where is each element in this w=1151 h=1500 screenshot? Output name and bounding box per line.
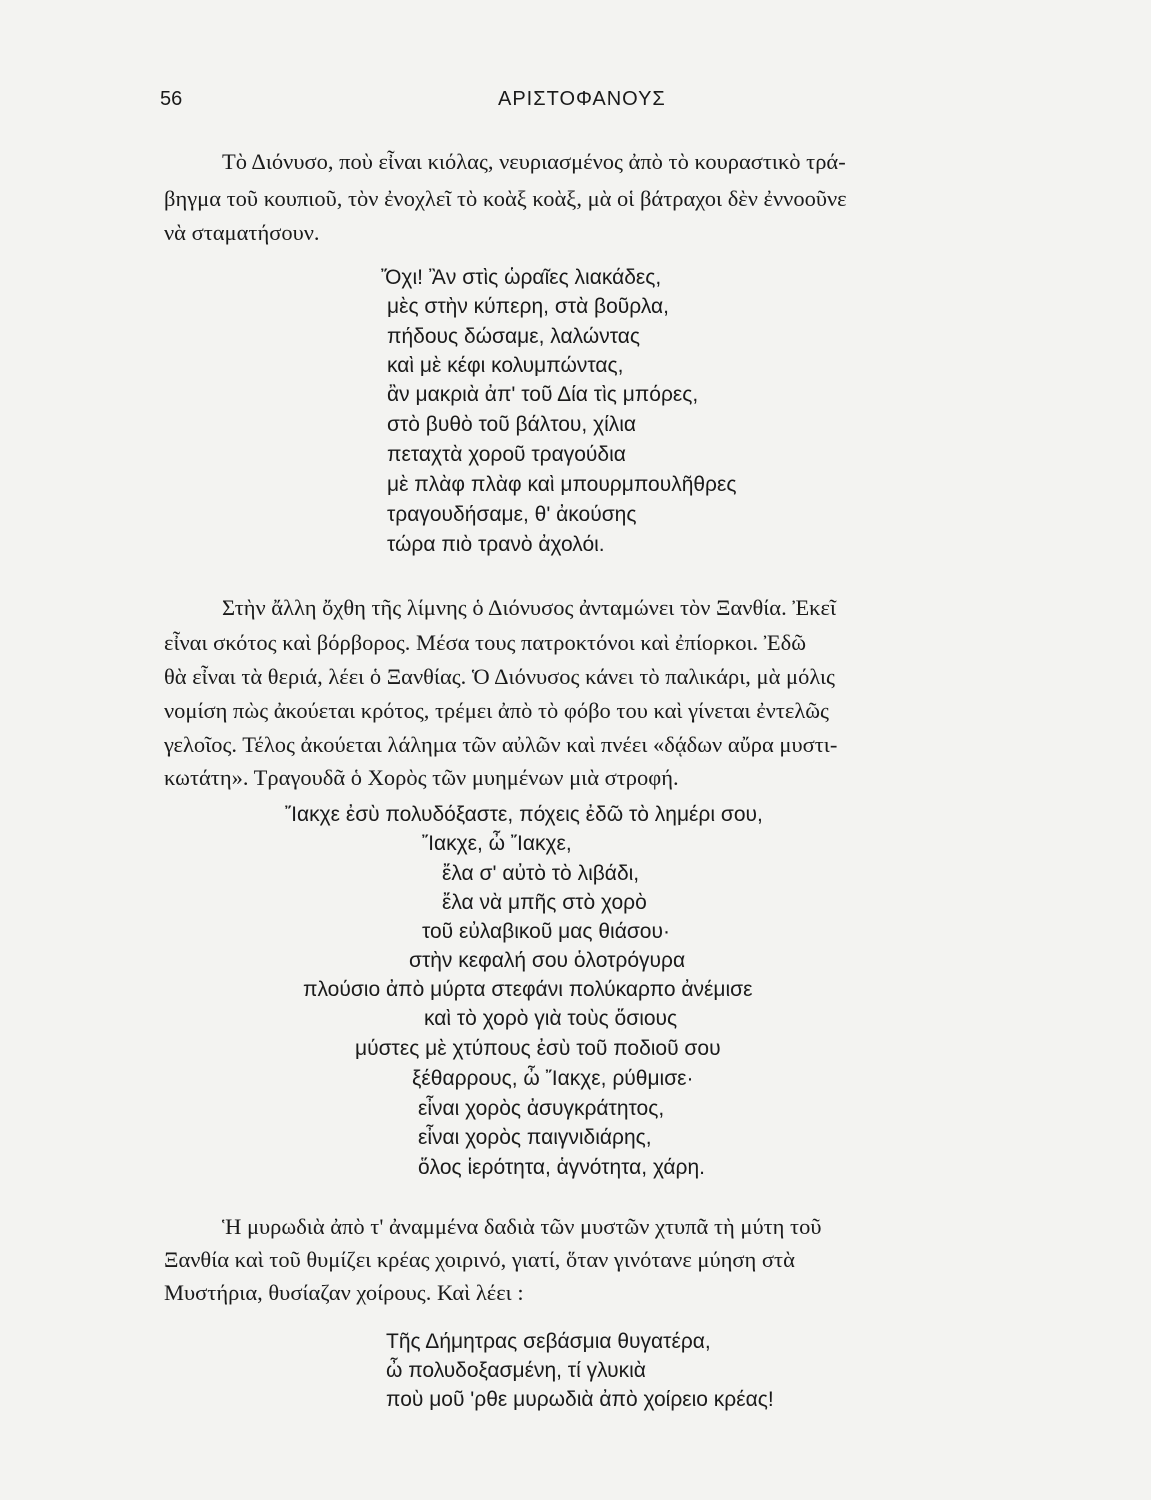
verse-line: τραγουδήσαμε, θ' ἀκούσης bbox=[387, 503, 637, 526]
prose-line: θὰ εἶναι τὰ θεριά, λέει ὁ Ξανθίας. Ὁ Διόνυσος κάνει τὸ παλικάρι, μὰ μόλις bbox=[164, 664, 835, 689]
verse-line: καὶ μὲ κέφι κολυμπώντας, bbox=[387, 354, 624, 377]
verse-line: πεταχτὰ χοροῦ τραγούδια bbox=[387, 443, 626, 466]
verse-line: ἔλα σ' αὐτὸ τὸ λιβάδι, bbox=[442, 862, 640, 885]
verse-line: εἶναι χορὸς παιγνιδιάρης, bbox=[418, 1126, 652, 1149]
prose-line: Ἡ μυρωδιὰ ἀπὸ τ' ἀναμμένα δαδιὰ τῶν μυστῶν χτυπᾶ τὴ μύτη τοῦ bbox=[222, 1214, 822, 1239]
verse-line: Ἴακχε ἐσὺ πολυδόξαστε, πόχεις ἐδῶ τὸ λημέρι σου, bbox=[285, 803, 763, 826]
page-header bbox=[160, 88, 990, 118]
verse-line: ξέθαρρους, ὦ Ἴακχε, ρύθμισε· bbox=[412, 1067, 694, 1090]
verse-line: μύστες μὲ χτύπους ἐσὺ τοῦ ποδιοῦ σου bbox=[355, 1037, 721, 1060]
prose-line: νομίση πὼς ἀκούεται κρότος, τρέμει ἀπὸ τὸ φόβο του καὶ γίνεται ἐντελῶς bbox=[164, 698, 829, 723]
prose-line: κωτάτη». Τραγουδᾶ ὁ Χορὸς τῶν μυημένων μιὰ στροφή. bbox=[164, 765, 679, 790]
prose-line: βηγμα τοῦ κουπιοῦ, τὸν ἐνοχλεῖ τὸ κοὰξ κοὰξ, μὰ οἱ βάτραχοι δὲν ἐννοοῦνε bbox=[164, 186, 847, 211]
verse-line: τοῦ εὐλαβικοῦ μας θιάσου· bbox=[422, 920, 670, 943]
verse-line: Τῆς Δήμητρας σεβάσμια θυγατέρα, bbox=[386, 1330, 711, 1353]
verse-line: Ὄχι! Ἂν στὶς ὡραῖες λιακάδες, bbox=[381, 266, 662, 289]
verse-line: στὴν κεφαλή σου ὁλοτρόγυρα bbox=[409, 949, 686, 972]
prose-line: Ξανθία καὶ τοῦ θυμίζει κρέας χοιρινό, γιατί, ὅταν γινότανε μύηση στὰ bbox=[164, 1247, 795, 1272]
verse-line: μὲς στὴν κύπερη, στὰ βοῦρλα, bbox=[387, 295, 669, 318]
verse-line: τώρα πιὸ τρανὸ ἀχολόι. bbox=[387, 533, 605, 556]
prose-line: Τὸ Διόνυσο, ποὺ εἶναι κιόλας, νευριασμένος ἀπὸ τὸ κουραστικὸ τρά- bbox=[222, 149, 846, 174]
prose-line: νὰ σταματήσουν. bbox=[164, 220, 320, 245]
verse-line: στὸ βυθὸ τοῦ βάλτου, χίλια bbox=[387, 413, 637, 436]
prose-line: γελοῖος. Τέλος ἀκούεται λάλημα τῶν αὐλῶν καὶ πνέει «δᾴδων αὔρα μυστι- bbox=[164, 732, 838, 757]
running-title: ΑΡΙΣΤΟΦΑΝΟΥΣ bbox=[498, 88, 666, 110]
verse-line: μὲ πλὰφ πλὰφ καὶ μπουρμπουλῆθρες bbox=[387, 473, 737, 496]
page-number: 56 bbox=[160, 88, 183, 110]
verse-line: ποὺ μοῦ 'ρθε μυρωδιὰ ἀπὸ χοίρειο κρέας! bbox=[386, 1388, 774, 1411]
verse-line: Ἴακχε, ὦ Ἴακχε, bbox=[422, 832, 572, 855]
verse-line: ὅλος ἱερότητα, ἁγνότητα, χάρη. bbox=[418, 1156, 705, 1179]
verse-line: καὶ τὸ χορὸ γιὰ τοὺς ὅσιους bbox=[424, 1007, 678, 1030]
verse-line: ὦ πολυδοξασμένη, τί γλυκιὰ bbox=[386, 1359, 646, 1382]
verse-line: πήδους δώσαμε, λαλώντας bbox=[387, 325, 640, 348]
prose-line: εἶναι σκότος καὶ βόρβορος. Μέσα τους πατροκτόνοι καὶ ἐπίορκοι. Ἐδῶ bbox=[164, 630, 807, 655]
verse-line: ἔλα νὰ μπῆς στὸ χορὸ bbox=[442, 891, 647, 914]
prose-line: Μυστήρια, θυσίαζαν χοίρους. Καὶ λέει : bbox=[164, 1280, 524, 1305]
verse-line: ἂν μακριὰ ἀπ' τοῦ Δία τὶς μπόρες, bbox=[387, 383, 699, 406]
prose-line: Στὴν ἄλλη ὄχθη τῆς λίμνης ὁ Διόνυσος ἀνταμώνει τὸν Ξανθία. Ἐκεῖ bbox=[222, 595, 837, 620]
verse-line: πλούσιο ἀπὸ μύρτα στεφάνι πολύκαρπο ἀνέμισε bbox=[303, 978, 753, 1001]
verse-line: εἶναι χορὸς ἀσυγκράτητος, bbox=[418, 1097, 665, 1120]
